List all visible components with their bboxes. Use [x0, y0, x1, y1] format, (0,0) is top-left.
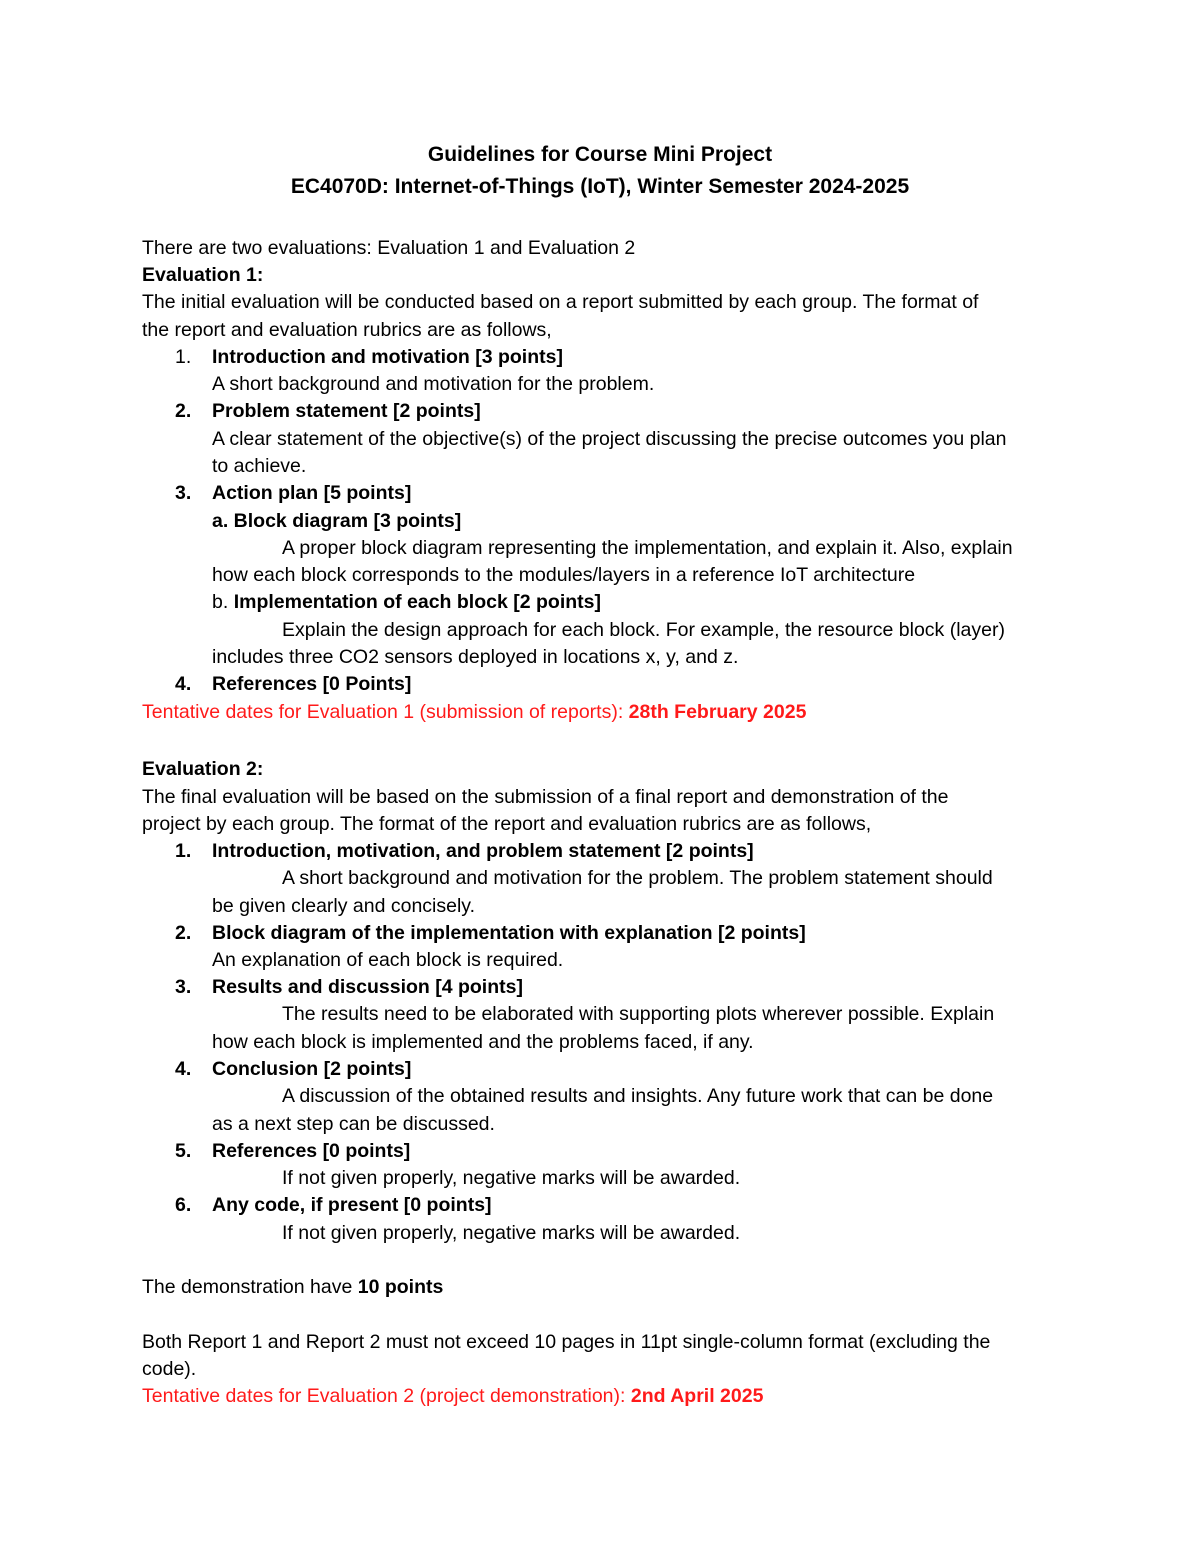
list-number: 3. [175, 976, 192, 998]
list-item-text: A short background and motivation for the problem. [212, 373, 655, 395]
list-item-title: Any code, if present [0 points] [212, 1194, 492, 1216]
eval1-heading: Evaluation 1: [142, 264, 264, 286]
sublist-item-text: A proper block diagram representing the implementation, and explain it. Also, explain [282, 537, 1013, 559]
eval2-heading: Evaluation 2: [142, 758, 264, 780]
list-number: 3. [175, 482, 192, 504]
list-number: 2. [175, 400, 192, 422]
list-item-title: Block diagram of the implementation with explanation [2 points] [212, 922, 806, 944]
list-item-text: If not given properly, negative marks will be awarded. [282, 1167, 741, 1189]
list-number: 1. [175, 840, 192, 862]
date-text: Tentative dates for Evaluation 1 (submission of reports): [142, 701, 629, 723]
eval1-desc: the report and evaluation rubrics are as follows, [142, 319, 552, 341]
list-number: 6. [175, 1194, 192, 1216]
date-value: 2nd April 2025 [630, 1385, 764, 1407]
list-item-title: Introduction, motivation, and problem statement [2 points] [212, 840, 754, 862]
date-value: 28th February 2025 [628, 701, 807, 723]
list-number: 2. [175, 922, 192, 944]
list-item-text: A discussion of the obtained results and insights. Any future work that can be done [282, 1085, 994, 1107]
sublist-item-title: a. Block diagram [3 points] [212, 510, 462, 532]
sublist-item-title [212, 590, 601, 614]
list-item-text: be given clearly and concisely. [212, 895, 476, 917]
list-number: 4. [175, 1058, 192, 1080]
list-item-text: If not given properly, negative marks will be awarded. [282, 1222, 741, 1244]
sublist-label: Implementation of each block [2 points] [233, 591, 601, 613]
page-limit-text: code). [142, 1358, 197, 1380]
page-limit-text: Both Report 1 and Report 2 must not exceed 10 pages in 11pt single-column format (excluding the [142, 1331, 991, 1353]
list-item-text: to achieve. [212, 455, 307, 477]
eval1-desc: The initial evaluation will be conducted based on a report submitted by each group. The format of [142, 291, 979, 313]
eval2-desc: The final evaluation will be based on the submission of a final report and demonstration of the [142, 786, 949, 808]
list-item-text: A short background and motivation for the problem. The problem statement should [282, 867, 993, 889]
date-text: Tentative dates for Evaluation 2 (project demonstration): [142, 1385, 631, 1407]
list-item-text: An explanation of each block is required. [212, 949, 564, 971]
list-number: 1. [175, 346, 192, 368]
eval2-date [142, 1384, 763, 1408]
demo-text: The demonstration have [142, 1276, 358, 1298]
demo-points-text [142, 1275, 443, 1299]
sublist-item-text: Explain the design approach for each block. For example, the resource block (layer) [282, 619, 1005, 641]
list-item-text: how each block is implemented and the problems faced, if any. [212, 1031, 754, 1053]
list-item-title: Conclusion [2 points] [212, 1058, 412, 1080]
list-number: 5. [175, 1140, 192, 1162]
sublist-item-text: includes three CO2 sensors deployed in locations x, y, and z. [212, 646, 739, 668]
intro-text: There are two evaluations: Evaluation 1 and Evaluation 2 [142, 237, 636, 259]
sublist-prefix: b. [212, 591, 234, 613]
list-item-text: A clear statement of the objective(s) of the project discussing the precise outcomes you plan [212, 428, 1007, 450]
demo-points: 10 points [357, 1276, 444, 1298]
list-item-title: Action plan [5 points] [212, 482, 412, 504]
page-title: Guidelines for Course Mini Project [427, 143, 773, 166]
list-item-title: Results and discussion [4 points] [212, 976, 523, 998]
list-item-text: The results need to be elaborated with supporting plots wherever possible. Explain [282, 1003, 995, 1025]
list-item-text: as a next step can be discussed. [212, 1113, 495, 1135]
list-item-title: References [0 Points] [212, 673, 412, 695]
eval1-date [142, 700, 806, 724]
list-item-title: References [0 points] [212, 1140, 411, 1162]
list-item-title: Problem statement [2 points] [212, 400, 481, 422]
list-item-title: Introduction and motivation [3 points] [212, 346, 563, 368]
list-number: 4. [175, 673, 192, 695]
page-subtitle: EC4070D: Internet-of-Things (IoT), Winter Semester 2024-2025 [290, 175, 910, 198]
sublist-item-text: how each block corresponds to the modules/layers in a reference IoT architecture [212, 564, 916, 586]
eval2-desc: project by each group. The format of the report and evaluation rubrics are as follows, [142, 813, 872, 835]
